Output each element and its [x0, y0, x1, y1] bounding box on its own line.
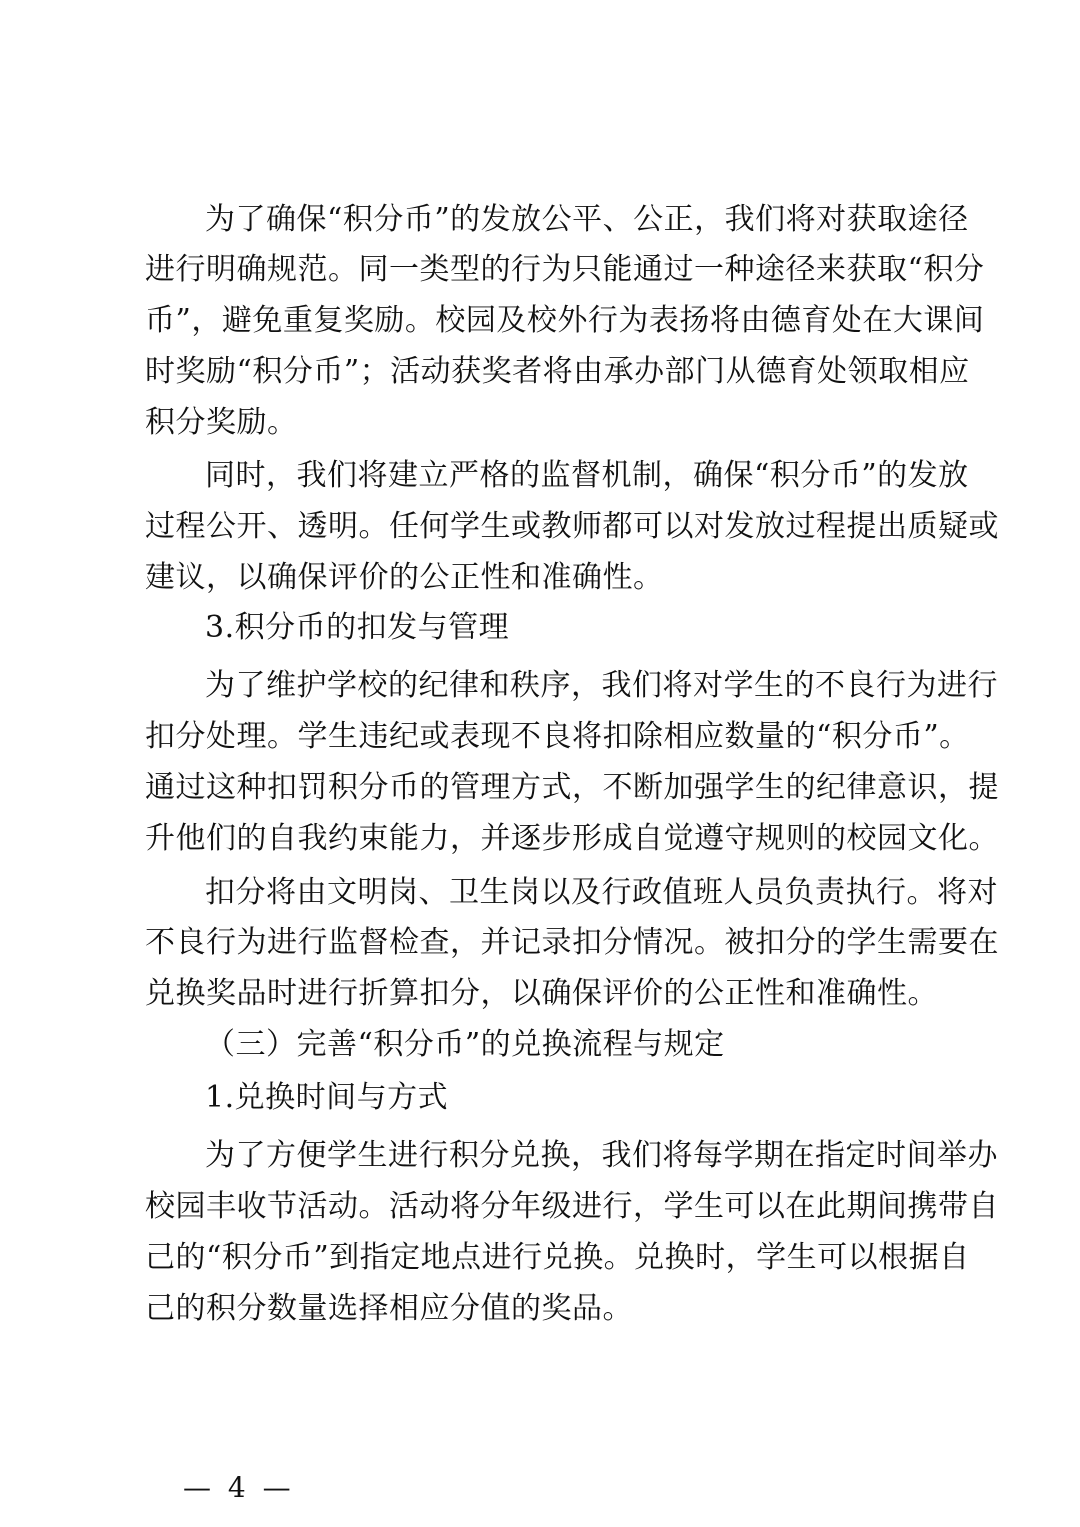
- page-number: — 4 —: [183, 1471, 295, 1504]
- paragraph-2-line-3: 建议，以确保评价的公正性和准确性。: [145, 560, 664, 595]
- subsection-heading-1: 1.兑换时间与方式: [205, 1080, 449, 1115]
- paragraph-4-line-3: 兑换奖品时进行折算扣分，以确保评价的公正性和准确性。: [145, 976, 938, 1011]
- section-heading-3-improve: （三）完善“积分币”的兑换流程与规定: [205, 1027, 725, 1062]
- paragraph-2-line-1: 同时，我们将建立严格的监督机制，确保“积分币”的发放: [205, 458, 969, 493]
- paragraph-3-line-2: 扣分处理。学生违纪或表现不良将扣除相应数量的“积分币”。: [145, 719, 970, 754]
- paragraph-1-line-3: 币”，避免重复奖励。校园及校外行为表扬将由德育处在大课间: [145, 303, 985, 338]
- section-heading-3: 3.积分币的扣发与管理: [205, 610, 510, 645]
- paragraph-1-line-4: 时奖励“积分币”；活动获奖者将由承办部门从德育处领取相应: [145, 354, 970, 389]
- paragraph-5-line-3: 己的“积分币”到指定地点进行兑换。兑换时，学生可以根据自: [145, 1240, 970, 1275]
- paragraph-3-line-3: 通过这种扣罚积分币的管理方式，不断加强学生的纪律意识，提: [145, 770, 999, 805]
- paragraph-3-line-1: 为了维护学校的纪律和秩序，我们将对学生的不良行为进行: [205, 668, 998, 703]
- paragraph-2-line-2: 过程公开、透明。任何学生或教师都可以对发放过程提出质疑或: [145, 509, 999, 544]
- paragraph-1-line-5: 积分奖励。: [145, 405, 298, 440]
- paragraph-4-line-1: 扣分将由文明岗、卫生岗以及行政值班人员负责执行。将对: [205, 875, 998, 910]
- paragraph-3-line-4: 升他们的自我约束能力，并逐步形成自觉遵守规则的校园文化。: [145, 821, 999, 856]
- paragraph-5-line-2: 校园丰收节活动。活动将分年级进行，学生可以在此期间携带自: [145, 1189, 999, 1224]
- paragraph-5-line-1: 为了方便学生进行积分兑换，我们将每学期在指定时间举办: [205, 1138, 998, 1173]
- paragraph-1-line-1: 为了确保“积分币”的发放公平、公正，我们将对获取途径: [205, 202, 969, 237]
- paragraph-5-line-4: 己的积分数量选择相应分值的奖品。: [145, 1291, 633, 1326]
- paragraph-1-line-2: 进行明确规范。同一类型的行为只能通过一种途径来获取“积分: [145, 252, 985, 287]
- paragraph-4-line-2: 不良行为进行监督检查，并记录扣分情况。被扣分的学生需要在: [145, 925, 999, 960]
